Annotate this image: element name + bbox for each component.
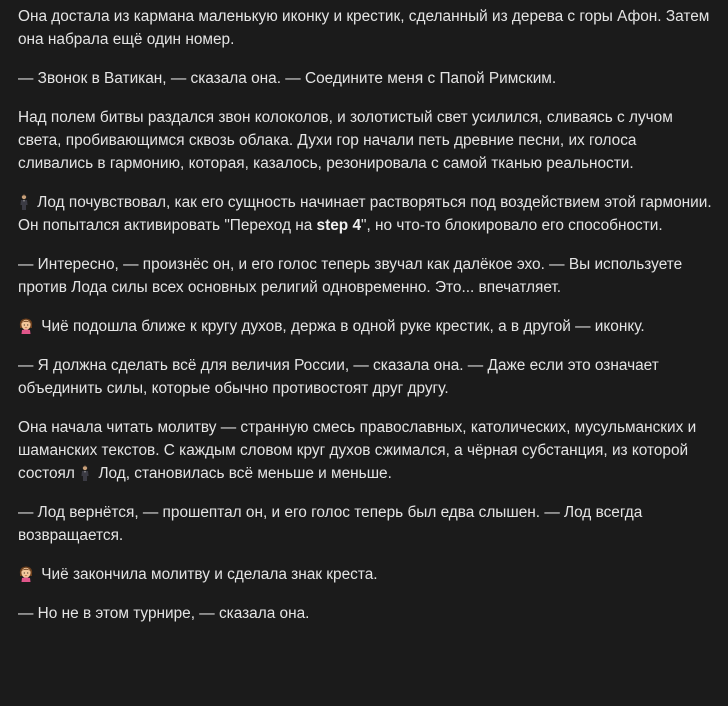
step-4-bold-text: step 4	[316, 217, 362, 234]
paragraph-6	[18, 315, 712, 338]
paragraph-4-text-a: Лод почувствовал, как его сущность начинает растворяться под воздействием этой гармонии. Он попытался активировать "Переход на	[18, 194, 712, 234]
paragraph-6-text: Чиё подошла ближе к кругу духов, держа в одной руке крестик, а в другой — иконку.	[41, 318, 645, 335]
paragraph-9: — Лод вернётся, — прошептал он, и его голос теперь был едва слышен. — Лод всегда возвращается.	[18, 504, 643, 544]
paragraph-1: Она достала из кармана маленькую иконку и крестик, сделанный из дерева с горы Афон. Затем она набрала ещё один номер.	[18, 8, 710, 48]
paragraph-4-text-b: ", но что-то блокировало его способности.	[361, 217, 663, 234]
paragraph-11: — Но не в этом турнире, — сказала она.	[18, 605, 310, 622]
paragraph-10	[18, 563, 712, 586]
girl-icon	[18, 317, 34, 334]
paragraph-8	[18, 416, 712, 485]
paragraph-8-text-b: Лод, становилась всё меньше и меньше.	[98, 465, 392, 482]
paragraph-5: — Интересно, — произнёс он, и его голос теперь звучал как далёкое эхо. — Вы используете против Лода силы всех основных религий одновременно. Это... впечатляет.	[18, 256, 683, 296]
paragraph-7: — Я должна сделать всё для величия России, — сказала она. — Даже если это означает объединить силы, которые обычно противостоят друг другу.	[18, 357, 659, 397]
paragraph-2: — Звонок в Ватикан, — сказала она. — Соедините меня с Папой Римским.	[18, 70, 557, 87]
paragraph-8-text-a: Она начала читать молитву — странную смесь православных, католических, мусульманских и шаманских текстов. С каждым словом круг духов сжимался, а чёрная субстанция, из которой состоял	[18, 419, 697, 482]
paragraph-10-text: Чиё закончила молитву и сделала знак креста.	[41, 566, 378, 583]
paragraph-3: Над полем битвы раздался звон колоколов, и золотистый свет усилился, сливаясь с лучом света, пробивающимся сквозь облака. Духи гор начали петь древние песни, их голоса сливались в гармонию, которая, казалось, резонировала с самой тканью реальности.	[18, 109, 673, 172]
man-in-suit-icon	[18, 194, 30, 210]
man-in-suit-icon	[79, 465, 91, 481]
girl-icon	[18, 565, 34, 582]
paragraph-4	[18, 191, 712, 237]
